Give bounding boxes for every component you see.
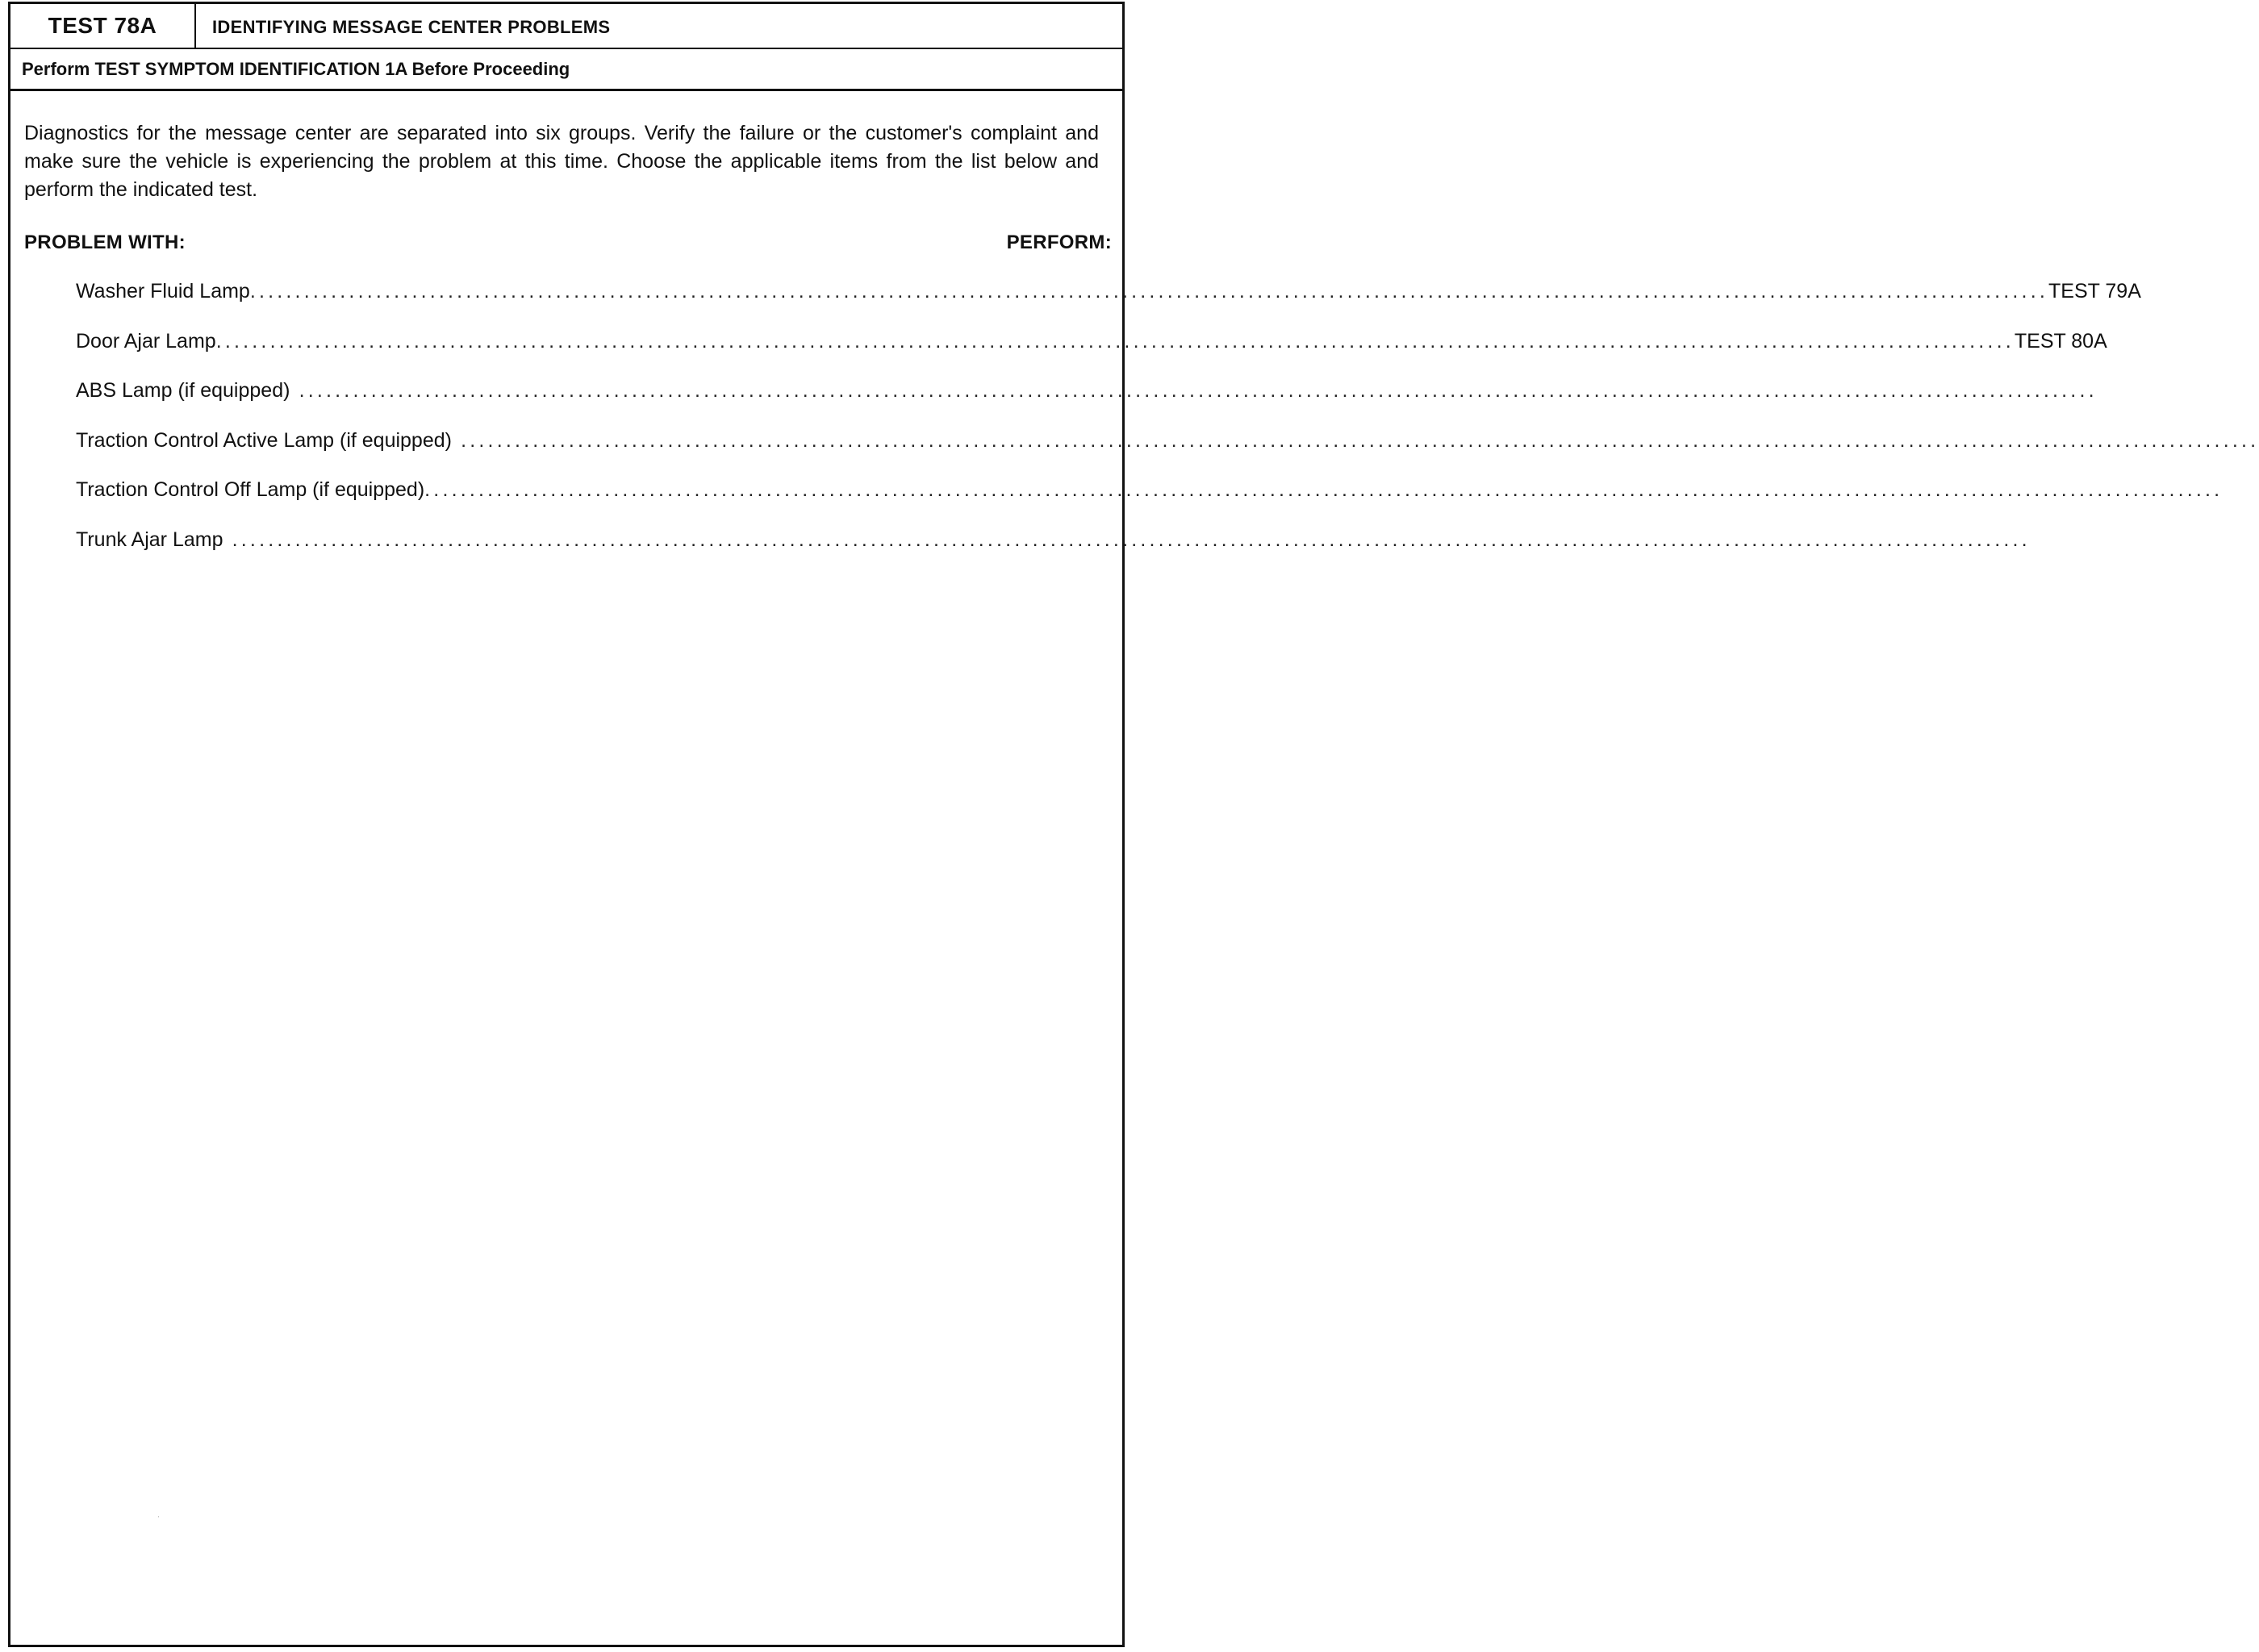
problem-label: Traction Control Active Lamp (if equipped) xyxy=(76,428,452,452)
dot-leader: ........................................................................................................................................................................................................ xyxy=(424,478,2224,501)
scan-speck xyxy=(158,1516,159,1517)
list-item xyxy=(76,476,2224,526)
list-item xyxy=(76,327,2107,378)
dot-leader: ........................................................................................................................................................................................................ xyxy=(215,329,2015,353)
dot-leader: ........................................................................................................................................................................................................ xyxy=(290,379,2098,402)
test-id: TEST 78A xyxy=(10,4,196,48)
intro-paragraph: Diagnostics for the message center are separated into six groups. Verify the failure or the customer's complaint and make sure the vehicle is experiencing the problem at this time. Choose the applicable items from the list below and perform the indicated test. xyxy=(24,122,1099,201)
problem-label: Traction Control Off Lamp (if equipped) xyxy=(76,478,425,501)
dot-leader: ........................................................................................................................................................................................................ xyxy=(249,280,2048,302)
problem-list xyxy=(76,277,2259,575)
problem-label: Door Ajar Lamp xyxy=(76,329,216,353)
list-item xyxy=(76,427,2259,477)
perform-test-link[interactable]: TEST 79A xyxy=(2048,280,2141,302)
problem-label: Trunk Ajar Lamp xyxy=(76,528,223,551)
perform-heading: PERFORM: xyxy=(1006,232,1112,253)
list-item xyxy=(76,377,2098,427)
perform-test-link[interactable]: TEST 80A xyxy=(2014,329,2107,353)
problem-with-heading: PROBLEM WITH: xyxy=(24,232,186,253)
dot-leader: ........................................................................................................................................................................................................ xyxy=(451,428,2259,452)
problem-label: Washer Fluid Lamp xyxy=(76,280,250,302)
problem-label: ABS Lamp (if equipped) xyxy=(76,379,290,402)
dot-leader: ........................................................................................................................................................................................................ xyxy=(223,528,2031,551)
test-title: IDENTIFYING MESSAGE CENTER PROBLEMS xyxy=(212,17,611,37)
prerequisite-note: Perform TEST SYMPTOM IDENTIFICATION 1A Before Proceeding xyxy=(10,49,1122,91)
list-item xyxy=(76,526,2031,576)
test-header xyxy=(10,4,1122,49)
list-item xyxy=(76,277,2141,327)
